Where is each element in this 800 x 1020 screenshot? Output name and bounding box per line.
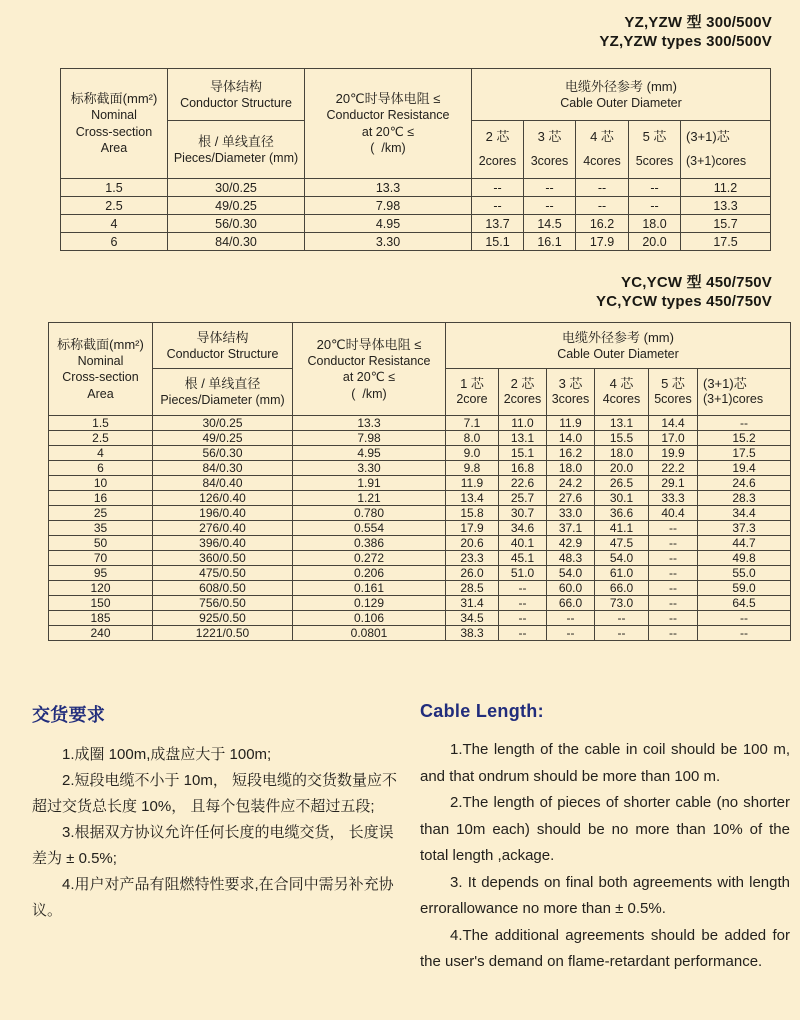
table-cell: 84/0.40 [153,476,293,491]
header-line: ( /km) [351,386,387,401]
table-row [49,521,791,536]
table-cell: 31.4 [446,596,499,611]
header-line: (3+1)cores [703,392,764,407]
table-cell: 23.3 [446,551,499,566]
table-cell: 18.0 [595,446,649,461]
header-line: 标称截面(mm²) [70,91,158,107]
table-cell: 41.1 [595,521,649,536]
table-cell: 2.5 [49,431,153,446]
header-line: (3+1)芯 [686,129,730,145]
table-cell: 756/0.50 [153,596,293,611]
table-cell: 25.7 [499,491,547,506]
table-cell: 3.30 [305,233,472,251]
table-cell: 37.3 [698,521,791,536]
table-cell: 33.3 [649,491,698,506]
table-cell: 54.0 [595,551,649,566]
table-cell: 66.0 [595,581,649,596]
table-cell: -- [649,566,698,581]
table-cell: 36.6 [595,506,649,521]
table-cell: -- [499,611,547,626]
table-cell: 360/0.50 [153,551,293,566]
paragraph: 3.根据双方协议允许任何长度的电缆交货， 长度误差为 ± 0.5%; [32,824,394,867]
table-cell: 13.7 [472,215,524,233]
table-cell: 2.5 [61,197,168,215]
cable-length-title: Cable Length: [420,701,544,721]
table-cell: 56/0.30 [168,215,305,233]
header-line: 2core [456,392,488,407]
table-row [61,233,771,251]
table-cell: 0.206 [293,566,446,581]
header-line: Cross-section [62,370,139,385]
table-cell: 0.386 [293,536,446,551]
table-cell: 54.0 [547,566,595,581]
header-cable-outer-diameter [446,323,791,369]
table-cell: 84/0.30 [168,233,305,251]
table-cell: 0.554 [293,521,446,536]
table-cell: 16.8 [499,461,547,476]
table-cell: 26.5 [595,476,649,491]
header-line: Pieces/Diameter (mm) [173,150,299,165]
header-line: ( /km) [370,141,406,156]
table-cell: 20.0 [629,233,681,251]
table-cell: 15.2 [698,431,791,446]
table-cell: 1.91 [293,476,446,491]
paragraph: 1.The length of the cable in coil should be 100 m, and that ondrum should be more than 100 m. [420,741,790,785]
table-cell: 34.4 [698,506,791,521]
paragraph: 2.The length of pieces of shorter cable (no shorter than 10m each) should be no more than 10% of the total length ,ackage. [420,794,790,864]
table-cell: 4.95 [305,215,472,233]
header-line: 导体结构 [196,329,249,345]
header-row [61,69,771,121]
header-line: 3 芯 [537,129,562,145]
table-cell: 70 [49,551,153,566]
header-line: 2cores [478,153,517,168]
header-line: Area [100,141,128,156]
table1-title-cn: YZ,YZW 型 300/500V [624,14,772,31]
table-cell: 276/0.40 [153,521,293,536]
header-line: 4cores [583,153,621,168]
table-cell: 10 [49,476,153,491]
table-cell: 13.4 [446,491,499,506]
table-cell: -- [649,596,698,611]
table-cell: 13.1 [595,416,649,431]
header-cores-5 [649,369,698,416]
table-row [49,461,791,476]
table-cell: 14.4 [649,416,698,431]
table-cell: 26.0 [446,566,499,581]
table-cell: 4.95 [293,446,446,461]
header-cores-1 [446,369,499,416]
table-cell: 9.8 [446,461,499,476]
table-cell: -- [649,521,698,536]
table-cell: 396/0.40 [153,536,293,551]
table-cell: 1.5 [49,416,153,431]
header-pieces-diameter [168,121,305,179]
table-cell: 16.1 [524,233,576,251]
header-line: Conductor Structure [166,346,279,361]
header-line: 4cores [602,392,641,407]
header-nominal-cross-section [49,323,153,416]
header-line: at 20℃ ≤ [361,124,415,139]
table-row [49,581,791,596]
table-cell: 16.2 [547,446,595,461]
table-cell: 27.6 [547,491,595,506]
spec-table-yc-ycw [48,322,791,641]
header-line: 1 芯 [460,376,484,392]
table-row [61,197,771,215]
table-row [49,416,791,431]
table-cell: 47.5 [595,536,649,551]
table-cell: 34.6 [499,521,547,536]
table-cell: 15.7 [681,215,771,233]
table-cell: -- [649,551,698,566]
cable-length-section [420,701,790,976]
table-cell: 1.5 [61,179,168,197]
table-cell: 20.6 [446,536,499,551]
header-line: 20℃时导体电阻 ≤ [316,336,422,352]
header-cores-2 [524,121,576,179]
table-cell: 11.2 [681,179,771,197]
table-cell: 20.0 [595,461,649,476]
table-cell: 14.5 [524,215,576,233]
header-line: 4 芯 [609,376,634,392]
table-cell: 13.1 [499,431,547,446]
table-cell: -- [499,581,547,596]
header-line: 5 芯 [642,129,667,145]
header-conductor-structure [168,69,305,121]
table-cell: 28.5 [446,581,499,596]
table-cell: 84/0.30 [153,461,293,476]
table-cell: 4 [61,215,168,233]
header-cable-outer-diameter [472,69,771,121]
header-line: Pieces/Diameter (mm) [160,393,285,408]
delivery-requirements-section [32,701,406,924]
table-cell: 24.6 [698,476,791,491]
table-cell: -- [595,611,649,626]
table-cell: -- [576,197,629,215]
table-cell: 925/0.50 [153,611,293,626]
header-cores-4 [595,369,649,416]
table-cell: 17.0 [649,431,698,446]
cable-length-body [420,737,790,976]
header-line: 2cores [503,392,542,407]
table-cell: 0.129 [293,596,446,611]
table-cell: 95 [49,566,153,581]
table-cell: -- [595,626,649,641]
header-line: 根 / 单线直径 [198,133,274,149]
table-cell: 13.3 [293,416,446,431]
table-cell: 1221/0.50 [153,626,293,641]
table-cell: 150 [49,596,153,611]
header-line: 20℃时导体电阻 ≤ [335,91,441,107]
table-cell: 8.0 [446,431,499,446]
table-cell: 15.1 [499,446,547,461]
table-cell: 49/0.25 [168,197,305,215]
delivery-requirements-title: 交货要求 [32,705,106,725]
table-cell: 18.0 [547,461,595,476]
table-row [49,536,791,551]
header-conductor-resistance [293,323,446,416]
table-cell: 64.5 [698,596,791,611]
table-cell: 4 [49,446,153,461]
table-cell: 16.2 [576,215,629,233]
table-cell: 17.9 [446,521,499,536]
table-cell: 196/0.40 [153,506,293,521]
header-line: 3 芯 [558,376,583,392]
paragraph: 1.成圈 100m,成盘应大于 100m; [62,746,272,763]
table-cell: -- [547,626,595,641]
table-cell: 61.0 [595,566,649,581]
table-cell: 34.5 [446,611,499,626]
table-cell: 7.98 [305,197,472,215]
table-row [49,491,791,506]
table-row [49,596,791,611]
table-cell: 14.0 [547,431,595,446]
header-line: Conductor Resistance [326,108,450,123]
table-row [49,566,791,581]
table-cell: 6 [49,461,153,476]
table-cell: 24.2 [547,476,595,491]
table-cell: 1.21 [293,491,446,506]
table-cell: 60.0 [547,581,595,596]
header-line: (3+1)芯 [703,376,747,392]
table-cell: -- [649,626,698,641]
table-cell: 6 [61,233,168,251]
table-row [49,476,791,491]
header-line: 5cores [635,153,674,168]
header-line: 5 芯 [661,376,685,392]
table-cell: 0.780 [293,506,446,521]
table-row [49,611,791,626]
table-cell: 40.1 [499,536,547,551]
table-cell: -- [547,611,595,626]
table-cell: 30.1 [595,491,649,506]
header-line: 4 芯 [590,129,614,145]
table-cell: 0.106 [293,611,446,626]
table-row [49,551,791,566]
table-cell: 13.3 [681,197,771,215]
header-conductor-resistance [305,69,472,179]
header-line: 5cores [654,392,692,407]
header-cores-3 [576,121,629,179]
header-line: 导体结构 [209,78,262,94]
table-cell: 45.1 [499,551,547,566]
table-row [61,179,771,197]
table-cell: 19.9 [649,446,698,461]
table-cell: 49/0.25 [153,431,293,446]
header-line: Cable Outer Diameter [560,95,682,110]
header-line: Area [87,386,114,401]
delivery-requirements-body [32,742,406,924]
table-row [49,431,791,446]
header-line: 2 芯 [510,376,535,392]
table2-title-en: YC,YCW types 450/750V [596,293,772,310]
header-pieces-diameter [153,369,293,416]
table-cell: 0.161 [293,581,446,596]
table-cell: 13.3 [305,179,472,197]
header-line: 标称截面(mm²) [57,336,144,352]
table-cell: 22.6 [499,476,547,491]
table-cell: 11.9 [547,416,595,431]
table-cell: 15.5 [595,431,649,446]
paragraph: 4.用户对产品有阻燃特性要求,在合同中需另补充协议。 [32,876,394,919]
table-cell: 25 [49,506,153,521]
table-cell: -- [698,626,791,641]
header-cores-4 [629,121,681,179]
table-cell: 30.7 [499,506,547,521]
table-cell: 66.0 [547,596,595,611]
table-cell: 120 [49,581,153,596]
table-cell: 240 [49,626,153,641]
table-cell: -- [698,611,791,626]
header-line: 3cores [551,392,590,407]
header-cores-3 [547,369,595,416]
table-cell: 30/0.25 [168,179,305,197]
header-line: 电缆外径参考 (mm) [565,78,677,94]
table-cell: 51.0 [499,566,547,581]
table-cell: 44.7 [698,536,791,551]
header-line: 3cores [530,153,569,168]
table-cell: -- [499,626,547,641]
table-cell: 40.4 [649,506,698,521]
table-cell: 37.1 [547,521,595,536]
header-conductor-structure [153,323,293,369]
table-cell: 7.1 [446,416,499,431]
table-cell: 22.2 [649,461,698,476]
table1-title [599,13,772,51]
table-cell: 17.5 [698,446,791,461]
table-cell: -- [629,179,681,197]
table-cell: -- [649,611,698,626]
table-cell: 15.8 [446,506,499,521]
table-cell: 11.9 [446,476,499,491]
table-cell: 56/0.30 [153,446,293,461]
table-cell: 0.0801 [293,626,446,641]
header-line: Cross-section [75,124,153,139]
header-line: 2 芯 [485,129,510,145]
table-row [49,626,791,641]
table-cell: -- [472,179,524,197]
header-line: 根 / 单线直径 [184,376,261,392]
header-cores-1 [472,121,524,179]
header-row [49,323,791,369]
table2-title-cn: YC,YCW 型 450/750V [621,274,772,291]
table-cell: 59.0 [698,581,791,596]
table-cell: 38.3 [446,626,499,641]
table-cell: 50 [49,536,153,551]
header-line: Conductor Resistance [307,353,431,368]
table-cell: 0.272 [293,551,446,566]
table-cell: 33.0 [547,506,595,521]
table-cell: 19.4 [698,461,791,476]
table-cell: 7.98 [293,431,446,446]
header-line: (3+1)cores [686,153,747,168]
header-line: Nominal [91,108,137,123]
header-line: Cable Outer Diameter [557,346,679,361]
table-cell: 185 [49,611,153,626]
header-line: at 20℃ ≤ [342,370,396,385]
table-cell: 17.5 [681,233,771,251]
paragraph: 2.短段电缆不小于 10m， 短段电缆的交货数量应不超过交货总长度 10%， 且每个包装件应不超过五段; [32,772,398,815]
table-cell: 3.30 [293,461,446,476]
table-cell: 35 [49,521,153,536]
table-row [49,446,791,461]
header-line: 电缆外径参考 (mm) [562,329,674,345]
paragraph: 4.The additional agreements should be added for the user's demand on flame-retardant performance. [420,926,790,970]
header-line: Nominal [77,353,124,368]
header-nominal-cross-section [61,69,168,179]
table-row [49,506,791,521]
paragraph: 3. It depends on final both agreements with length errorallowance no more than ± 0.5%. [420,873,790,917]
header-cores-5 [681,121,771,179]
table-cell: -- [649,581,698,596]
table-cell: -- [629,197,681,215]
table-cell: 17.9 [576,233,629,251]
table-row [61,215,771,233]
table-cell: 18.0 [629,215,681,233]
table-cell: 48.3 [547,551,595,566]
table1-title-en: YZ,YZW types 300/500V [599,33,772,50]
table-cell: 55.0 [698,566,791,581]
table-cell: 42.9 [547,536,595,551]
table-cell: 9.0 [446,446,499,461]
table-cell: 608/0.50 [153,581,293,596]
table-cell: 475/0.50 [153,566,293,581]
table-cell: 126/0.40 [153,491,293,506]
table-cell: -- [524,197,576,215]
table-cell: -- [698,416,791,431]
table-cell: -- [649,536,698,551]
table-cell: 28.3 [698,491,791,506]
header-cores-2 [499,369,547,416]
table-cell: 11.0 [499,416,547,431]
table2-title [596,273,772,311]
header-line: Conductor Structure [180,95,292,110]
spec-table-yz-yzw [60,68,771,251]
table-cell: 73.0 [595,596,649,611]
table-cell: 29.1 [649,476,698,491]
table-cell: 15.1 [472,233,524,251]
table-cell: -- [472,197,524,215]
table-cell: -- [499,596,547,611]
table-cell: 30/0.25 [153,416,293,431]
table-cell: -- [524,179,576,197]
table-cell: 16 [49,491,153,506]
table-cell: -- [576,179,629,197]
header-cores-6 [698,369,791,416]
table-cell: 49.8 [698,551,791,566]
